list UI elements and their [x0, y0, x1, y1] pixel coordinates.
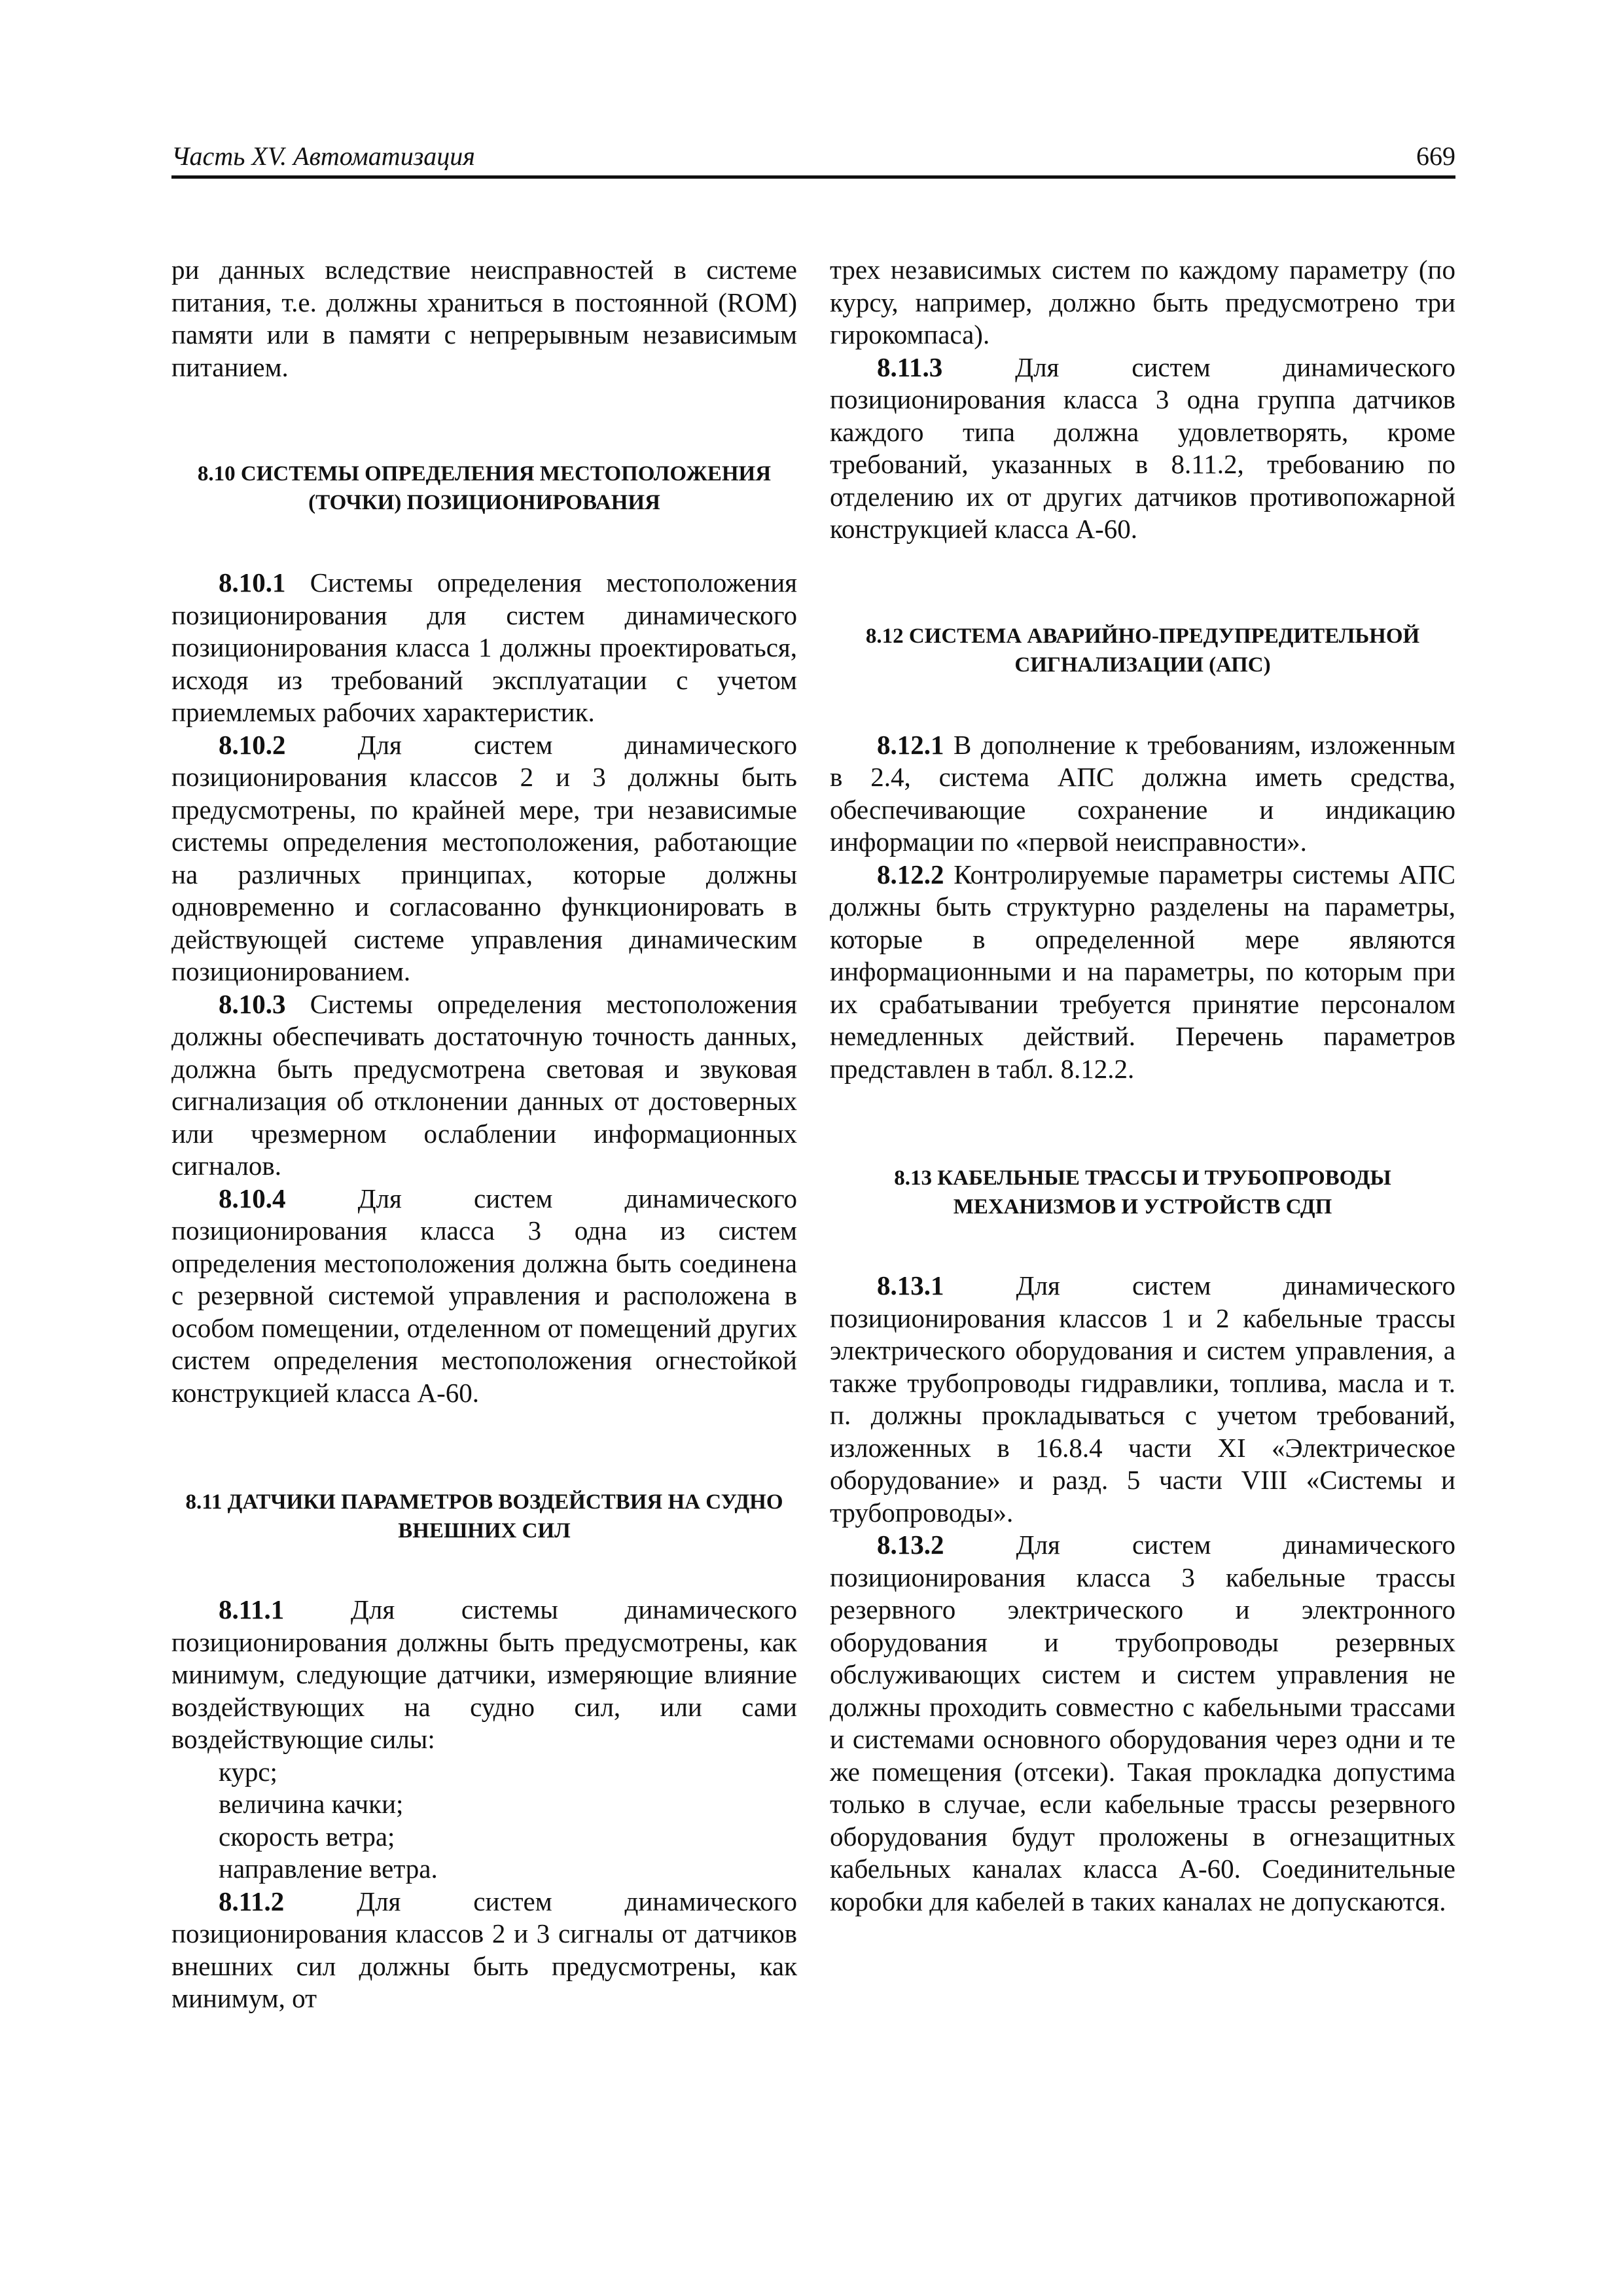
list-item: величина качки;: [219, 1789, 404, 1819]
clause-8-12-2: [830, 859, 1455, 1086]
clause-text: Для систем динамического позиционирования класса 3 одна группа датчиков каждого типа должна удовлетворять, кроме требований, указанных в 8.11.2, требованию по отделению их от других датчиков противопожарной конструкцией класса А-60.: [830, 351, 1455, 544]
clause-8-11-1: [171, 1594, 797, 1756]
clause-number: 8.10.2: [219, 729, 286, 760]
section-heading-8-10: 8.10 СИСТЕМЫ ОПРЕДЕЛЕНИЯ МЕСТОПОЛОЖЕНИЯ (ТОЧКИ) ПОЗИЦИОНИРОВАНИЯ: [197, 462, 772, 514]
running-header: [171, 141, 1455, 172]
page-number: 669: [1416, 141, 1455, 171]
header-title: Часть XV. Автоматизация: [171, 141, 475, 171]
clause-8-12-1: [830, 729, 1455, 859]
section-heading-8-13: 8.13 КАБЕЛЬНЫЕ ТРАССЫ И ТРУБОПРОВОДЫ МЕХАНИЗМОВ И УСТРОЙСТВ СДП: [894, 1166, 1391, 1219]
clause-number: 8.11.3: [877, 351, 943, 382]
clause-text: В дополнение к требованиям, изложенным в 2.4, система АПС должна иметь средства, обеспечивающие сохранение и индикацию информации по «первой неисправности».: [830, 729, 1455, 857]
clause-8-11-2: [171, 1886, 797, 2015]
clause-8-10-1: [171, 567, 797, 729]
clause-8-10-3: [171, 988, 797, 1183]
list-item: курс;: [219, 1756, 277, 1787]
clause-text: Для систем динамического позиционирования класса 3 кабельные трассы резервного электрического и электронного оборудования и трубопроводы резервных обслуживающих систем и систем управления не должны проходить совместно с кабельными трассами и системами основного оборудования через одни и те же помещения (отсеки). Такая прокладка допустима только в случае, если кабельные трассы резервного оборудования будут проложены в огнезащитных кабельных каналах класса А-60. Соединительные коробки для кабелей в таких каналах не допускаются.: [830, 1530, 1455, 1916]
clause-text: Для систем динамического позиционирования классов 1 и 2 кабельные трассы электрического оборудования и систем управления, а также трубопроводы гидравлики, топлива, масла и т. п. должны прокладываться с учетом требований, изложенных в 16.8.4 части XI «Электрическое оборудование» и разд. 5 части VIII «Системы и трубопроводы».: [830, 1270, 1455, 1528]
list-item: скорость ветра;: [219, 1821, 395, 1852]
clause-8-10-4: [171, 1183, 797, 1410]
clause-text: Для системы динамического позиционирования должны быть предусмотрены, как минимум, следующие датчики, измеряющие влияние воздействующих на судно сил, или сами воздействующие силы:: [171, 1594, 797, 1754]
clause-8-11-3: [830, 351, 1455, 546]
clause-number: 8.10.4: [219, 1183, 286, 1213]
clause-text: Для систем динамического позиционирования классов 2 и 3 должны быть предусмотрены, по крайней мере, три независимые системы определения местоположения, работающие на различных принципах, которые должны одновременно и согласованно функционировать в действующей системе управления динамическим позиционированием.: [171, 729, 797, 986]
clause-number: 8.12.2: [877, 859, 944, 889]
clause-number: 8.10.1: [219, 567, 286, 598]
section-heading-8-11: 8.11 ДАТЧИКИ ПАРАМЕТРОВ ВОЗДЕЙСТВИЯ НА СУДНО ВНЕШНИХ СИЛ: [185, 1490, 783, 1543]
paragraph-continued: трех независимых систем по каждому параметру (по курсу, например, должно быть предусмотрено три гирокомпаса).: [830, 255, 1455, 350]
clause-8-13-2: [830, 1529, 1455, 1918]
paragraph-continued: ри данных вследствие неисправностей в системе питания, т.е. должны храниться в постоянной (ROM) памяти или в памяти с непрерывным независимым питанием.: [171, 255, 797, 382]
clause-number: 8.13.1: [877, 1270, 944, 1300]
clause-text: Контролируемые параметры системы АПС должны быть структурно разделены на параметры, которые в определенной мере являются информационными и на параметры, по которым при их срабатывании требуется принятие персоналом немедленных действий. Перечень параметров представлен в табл. 8.12.2.: [830, 859, 1455, 1084]
clause-8-10-2: [171, 729, 797, 988]
clause-number: 8.13.2: [877, 1530, 944, 1560]
right-column: [830, 254, 1455, 1918]
header-rule: [171, 175, 1455, 179]
clause-number: 8.11.1: [219, 1594, 285, 1624]
clause-text: Системы определения местоположения должны обеспечивать достаточную точность данных, должна быть предусмотрена световая и звуковая сигнализация об отклонении данных от достоверных или чрезмерном ослаблении информационных сигналов.: [171, 988, 797, 1181]
clause-text: Для систем динамического позиционирования класса 3 одна из систем определения местоположения должна быть соединена с резервной системой управления и расположена в особом помещении, отделенном от помещений других систем определения местоположения огнестойкой конструкцией класса А-60.: [171, 1183, 797, 1408]
clause-text: Системы определения местоположения позиционирования для систем динамического позиционирования класса 1 должны проектироваться, исходя из требований эксплуатации с учетом приемлемых рабочих характеристик.: [171, 567, 797, 727]
clause-number: 8.10.3: [219, 988, 286, 1019]
list-item: направление ветра.: [219, 1854, 438, 1884]
clause-number: 8.11.2: [219, 1886, 285, 1916]
clause-8-13-1: [830, 1270, 1455, 1529]
left-column: [171, 254, 797, 2015]
clause-number: 8.12.1: [877, 729, 944, 760]
clause-text: Для систем динамического позиционирования классов 2 и 3 сигналы от датчиков внешних сил должны быть предусмотрены, как минимум, от: [171, 1886, 797, 2013]
section-heading-8-12: 8.12 СИСТЕМА АВАРИЙНО-ПРЕДУПРЕДИТЕЛЬНОЙ СИГНАЛИЗАЦИИ (АПС): [865, 624, 1420, 677]
